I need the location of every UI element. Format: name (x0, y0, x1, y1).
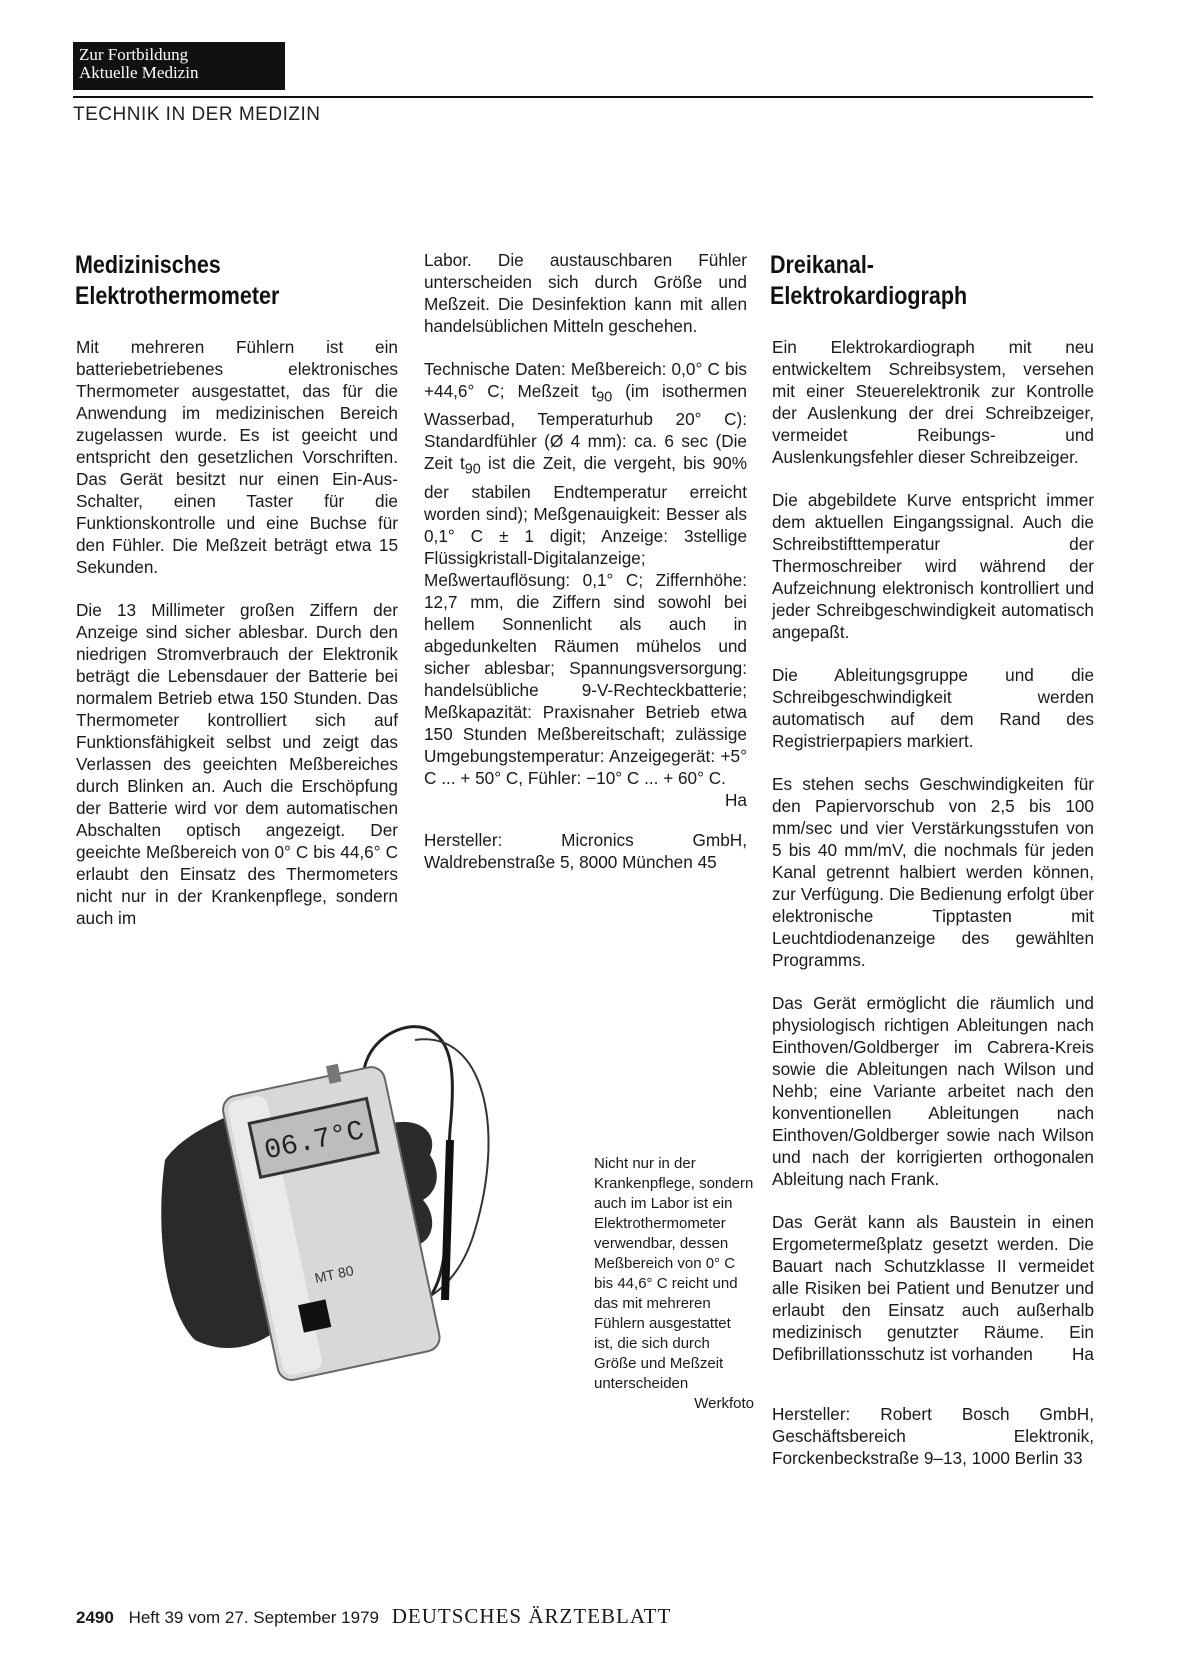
article1-paragraph: Mit mehreren Fühlern ist ein batteriebetriebenes elektronisches Thermometer ausgestattet, das für die Anwendung im medizinischen Bereich zugelassen wurde. Es ist geeicht und entspricht den gesetzlichen Vorschriften. Das Gerät besitzt nur einen Ein-Aus-Schalter, einen Taster für die Funktionskontrolle und eine Buchse für den Fühler. Die Meßzeit beträgt etwa 15 Sekunden. (76, 337, 398, 577)
issue-info: Heft 39 vom 27. September 1979 (128, 1608, 379, 1627)
photo-credit: Werkfoto (694, 1395, 754, 1412)
article2-title-line1: Dreikanal- (770, 251, 874, 279)
page-footer (76, 1604, 671, 1629)
article1-paragraph: Die 13 Millimeter großen Ziffern der Anzeige sind sicher ablesbar. Durch den niedrigen Stromverbrauch der Elektronik beträgt die Lebensdauer der Batterie bei normalem Betrieb etwa 150 Stunden. Das Thermometer kontrolliert sich auf Funktionsfähigkeit selbst und zeigt das Verlassen des geeichten Meßbereiches durch Blinken an. Auch die Erschöpfung der Batterie wird vor dem automatischen Abschalten optisch angezeigt. Der geeichte Meßbereich von 0° C bis 44,6° C erlaubt den Einsatz des Thermometers nicht nur in der Krankenpflege, sondern auch im (76, 600, 398, 928)
article1-title-line1: Medizinisches (75, 251, 221, 279)
figure-caption (594, 1154, 754, 1414)
article2-paragraph: Die abgebildete Kurve entspricht immer dem aktuellen Eingangssignal. Auch die Schreibstifttemperatur der Thermoschreiber wird während der Aufzeichnung elektronisch kontrolliert und jeder Schreibgeschwindigkeit automatisch angepaßt. (772, 490, 1094, 642)
article2-manufacturer: Hersteller: Robert Bosch GmbH, Geschäftsbereich Elektronik, Forckenbeckstraße 9–13, 1000 Berlin 33 (772, 1404, 1094, 1468)
article2-title-line2: Elektrokardiograph (770, 282, 968, 310)
badge-line-1: Zur Fortbildung (79, 45, 189, 64)
article1-technical-data: Technische Daten: Meßbereich: 0,0° C bis +44,6° C; Meßzeit $t_{90}$ (im isothermen Wasserbad, Temperaturhub 20° C): Standardfühler (Ø 4 mm): ca. 6 sec (Die Zeit $t_{90}$ ist die Zeit, die vergeht, bis 90% der stabilen Endtemperatur erreicht worden sind); Meßgenauigkeit: Besser als 0,1° C ± 1 digit; Anzeige: 3stellige Flüssigkristall-Digitalanzeige; Meßwertauflösung: 0,1° C; Ziffernhöhe: 12,7 mm, die Ziffern sind sowohl bei hellem Sonnenlicht als auch in abgedunkelten Räumen mühelos und sicher ablesbar; Spannungsversorgung: handelsübliche 9-V-Rechteckbatterie; Meßkapazität: Praxisnaher Betrieb etwa 150 Stunden Meßbereitschaft; zulässige Umgebungstemperatur: Anzeigegerät: +5° C ... + 50° C, Fühler: −10° C ... + 60° C. Ha (424, 359, 748, 810)
article2-column (772, 336, 1094, 1469)
article2-paragraph: Das Gerät ermöglicht die räumlich und physiologisch richtigen Ableitungen nach Einthoven/Goldberger im Cabrera-Kreis sowie die Ableitungen nach Wilson und Nehb; eine Variante arbeitet nach den konventionellen Ableitungen nach Einthoven/Goldberger sowie nach Wilson und nach der korrigierten orthogonalen Ableitung nach Frank. (772, 993, 1094, 1189)
caption-text: Nicht nur in der Krankenpflege, sondern auch im Labor ist ein Elektrothermometer verwendbar, dessen Meßbereich von 0° C bis 44,6° C reicht und das mit mehreren Fühlern ausgestattet ist, die sich durch Größe und Meßzeit unterscheiden (594, 1155, 754, 1392)
article2-paragraph: Es stehen sechs Geschwindigkeiten für den Papiervorschub von 2,5 bis 100 mm/sec und vier Verstärkungsstufen von 5 bis 40 mm/mV, die nochmals für jeden Kanal getrennt halbiert werden können, zur Verfügung. Die Bedienung erfolgt über elektronische Tipptasten mit Leuchtdiodenanzeige des gewählten Programms. (772, 774, 1094, 970)
lcd-reading: 06.7°C (261, 1116, 367, 1168)
badge-line-2: Aktuelle Medizin (79, 63, 199, 82)
model-label: MT 80 (313, 1262, 356, 1286)
article1-manufacturer: Hersteller: Micronics GmbH, Waldrebenstraße 5, 8000 München 45 (424, 829, 747, 872)
article1-column-2 (424, 249, 747, 873)
article2-paragraph: Ein Elektrokardiograph mit neu entwickeltem Schreibsystem, versehen mit einer Steuerelektronik zur Kontrolle der Auslenkung der drei Schreibzeiger, vermeidet Reibungs- und Auslenkungsfehler dieser Schreibzeiger. (772, 337, 1094, 467)
page-number: 2490 (76, 1608, 114, 1627)
article1-title (75, 250, 279, 312)
article1-column-1 (76, 336, 398, 929)
header-rule (73, 96, 1093, 98)
section-badge (73, 42, 285, 90)
article2-title (770, 250, 967, 312)
journal-name: DEUTSCHES ÄRZTEBLATT (391, 1604, 672, 1628)
article1-paragraph: Labor. Die austauschbaren Fühler unterscheiden sich durch Größe und Meßzeit. Die Desinfektion kann mit allen handelsüblichen Mitteln geschehen. (424, 250, 747, 336)
probe-stick (445, 1140, 450, 1300)
section-title: TECHNIK IN DER MEDIZIN (73, 104, 321, 125)
article2-signature: Ha (1072, 1344, 1094, 1364)
article1-signature: Ha (725, 789, 747, 810)
article2-paragraph: Die Ableitungsgruppe und die Schreibgeschwindigkeit werden automatisch auf dem Rand des Registrierpapiers markiert. (772, 665, 1094, 751)
thermometer-photo (155, 1010, 595, 1400)
article1-title-line2: Elektrothermometer (75, 282, 280, 310)
article2-paragraph: Das Gerät kann als Baustein in einen Ergometermeßplatz gesetzt werden. Die Bauart nach Schutzklasse II vermeidet alle Risiken bei Patient und Benutzer und erlaubt den Einsatz auch außerhalb medizinisch genutzter Räume. Ein Defibrillationsschutz ist vorhanden Ha (772, 1212, 1094, 1364)
power-button (298, 1299, 331, 1332)
